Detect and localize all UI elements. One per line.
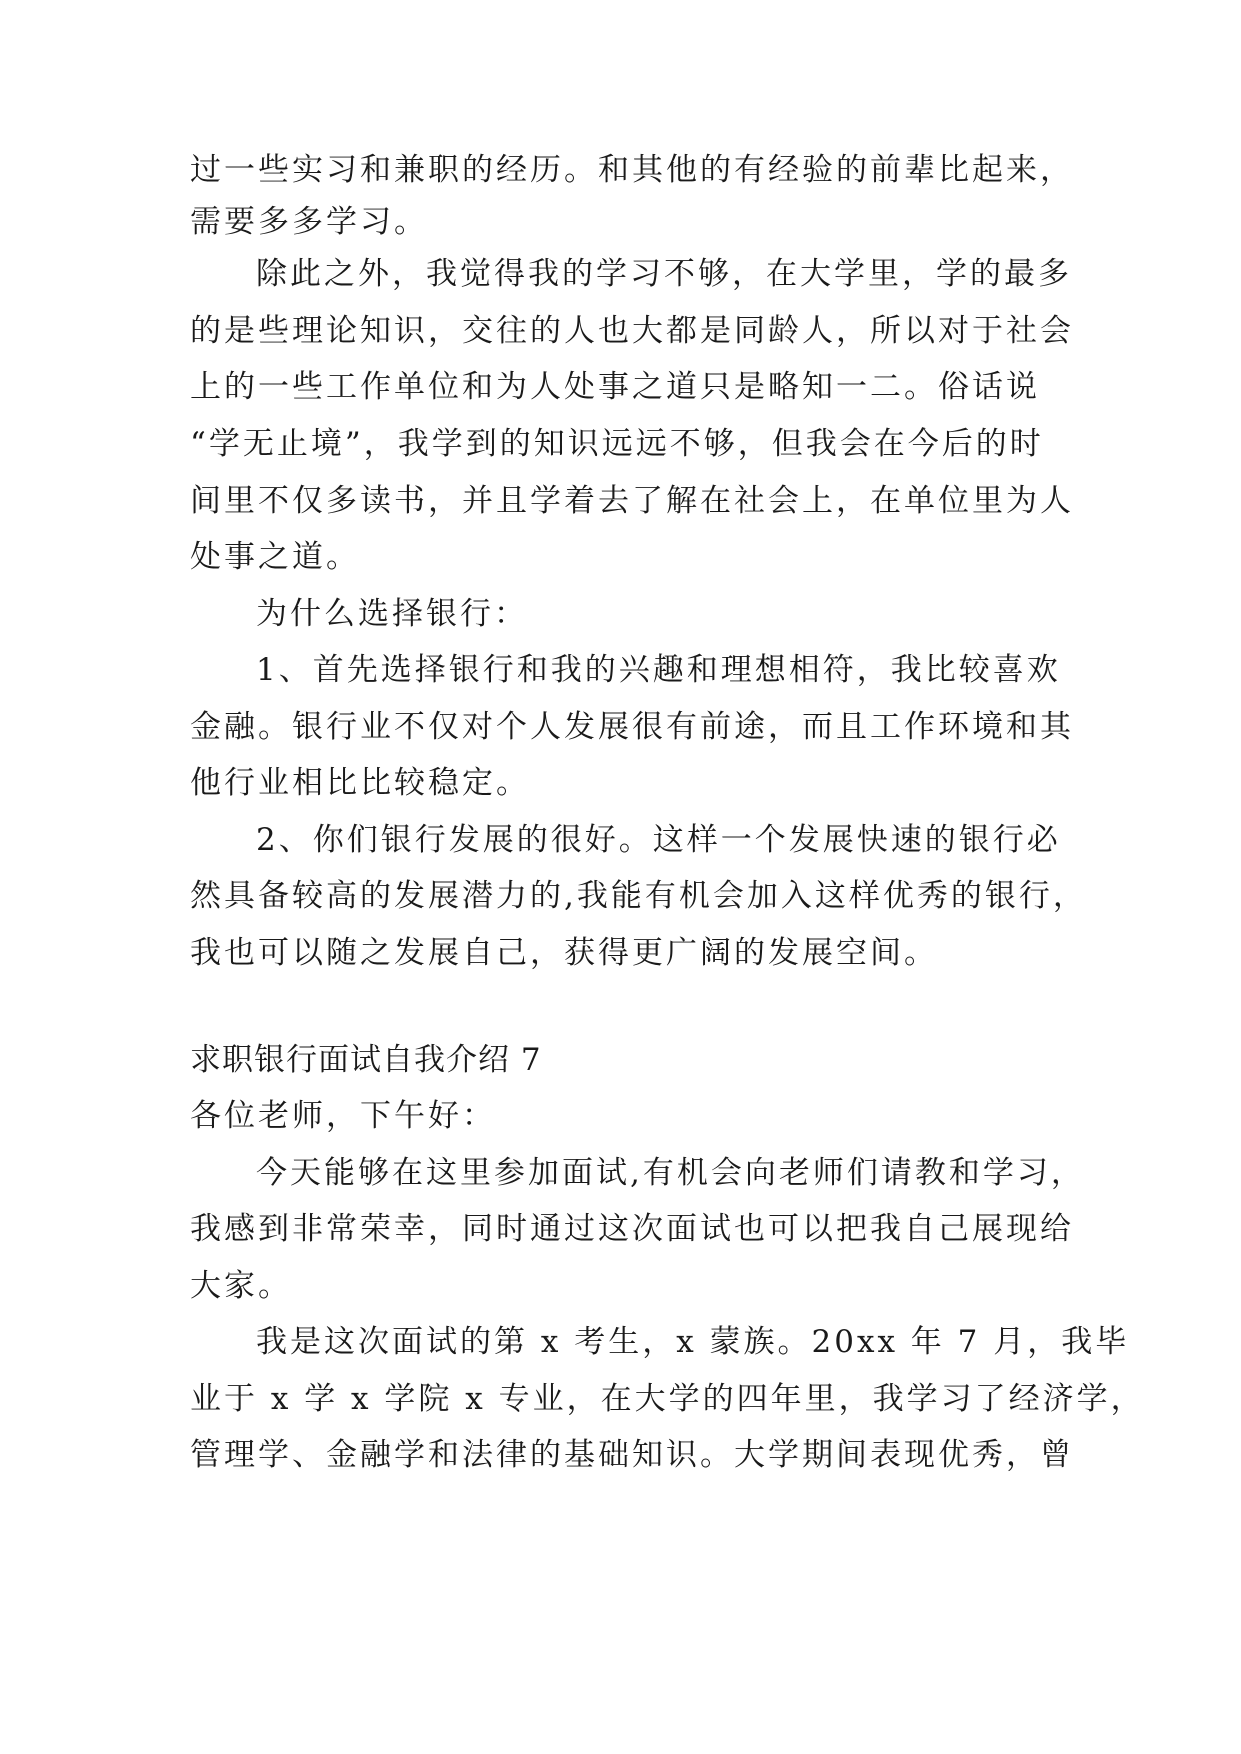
paragraph-start: 除此之外，我觉得我的学习不够，在大学里，学的最多 [256, 256, 1072, 292]
paragraph-start: 今天能够在这里参加面试,有机会向老师们请教和学习， [256, 1155, 1085, 1191]
text-line: 他行业相比比较稳定。 [190, 765, 530, 801]
greeting: 各位老师，下午好： [190, 1098, 496, 1134]
text-line: 管理学、金融学和法律的基础知识。大学期间表现优秀，曾 [190, 1437, 1074, 1473]
text-line: 处事之道。 [190, 539, 360, 575]
text-line: 的是些理论知识，交往的人也大都是同龄人，所以对于社会 [190, 313, 1074, 349]
text-line: 上的一些工作单位和为人处事之道只是略知一二。俗话说 [190, 369, 1040, 405]
text-line: 过一些实习和兼职的经历。和其他的有经验的前辈比起来， [190, 152, 1074, 188]
paragraph-start: 1、首先选择银行和我的兴趣和理想相符，我比较喜欢 [256, 652, 1061, 688]
text-line: “学无止境”，我学到的知识远远不够，但我会在今后的时 [190, 426, 1044, 462]
text-line: 我也可以随之发展自己，获得更广阔的发展空间。 [190, 935, 938, 971]
paragraph-start: 2、你们银行发展的很好。这样一个发展快速的银行必 [256, 822, 1061, 858]
text-line: 金融。银行业不仅对个人发展很有前途，而且工作环境和其 [190, 709, 1074, 745]
text-line: 业于 x 学 x 学院 x 专业，在大学的四年里，我学习了经济学， [190, 1381, 1145, 1417]
section-label: 为什么选择银行： [256, 596, 528, 632]
paragraph-start: 我是这次面试的第 x 考生，x 蒙族。20xx 年 7 月，我毕 [256, 1324, 1130, 1360]
text-line: 然具备较高的发展潜力的,我能有机会加入这样优秀的银行， [190, 878, 1087, 914]
text-line: 我感到非常荣幸，同时通过这次面试也可以把我自己展现给 [190, 1211, 1074, 1247]
text-line: 需要多多学习。 [190, 204, 428, 240]
text-line: 间里不仅多读书，并且学着去了解在社会上，在单位里为人 [190, 483, 1074, 519]
section-title: 求职银行面试自我介绍 7 [190, 1042, 542, 1078]
text-line: 大家。 [190, 1268, 292, 1304]
